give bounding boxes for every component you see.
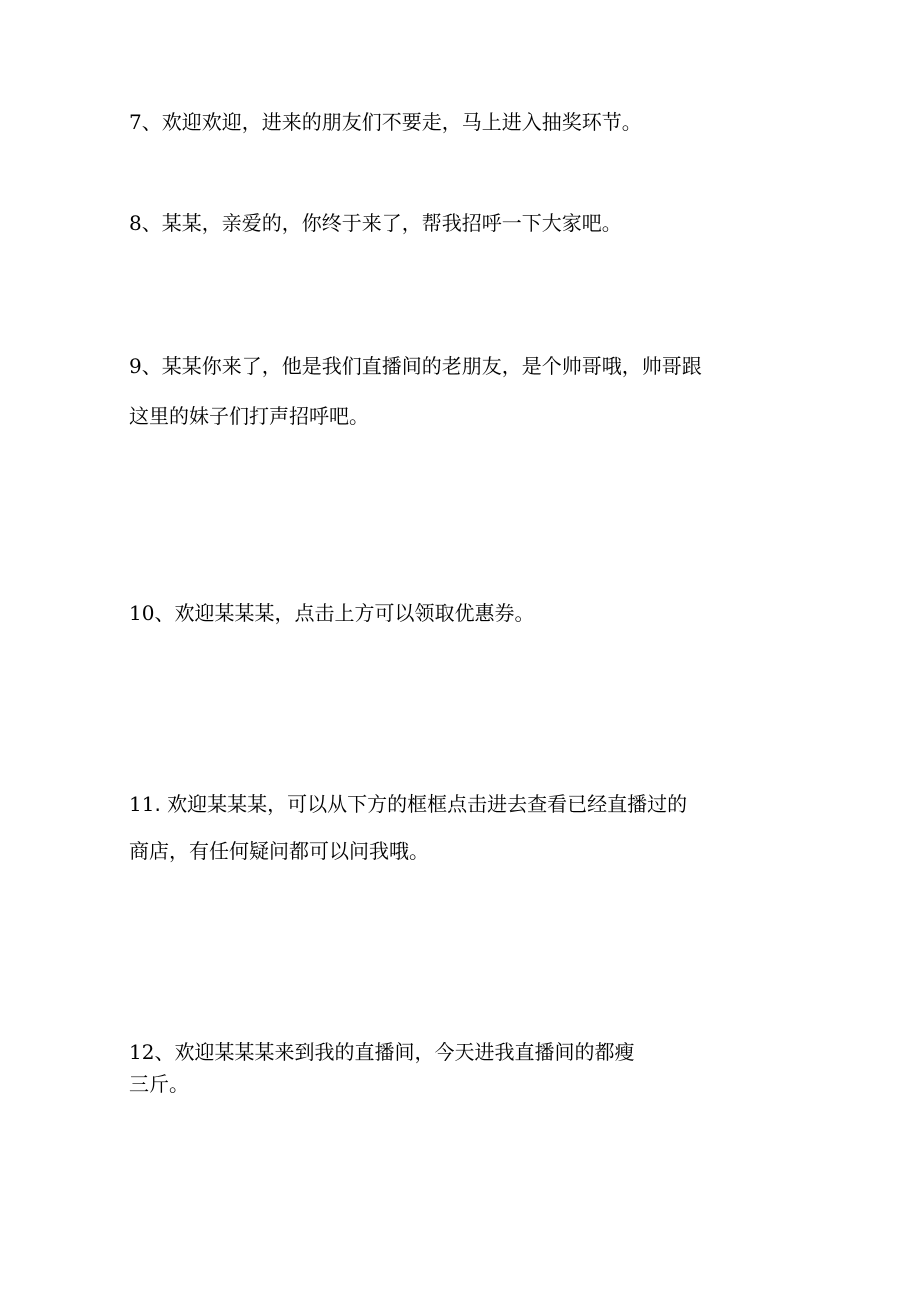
item-11-number: 11 (129, 792, 155, 816)
item-8-text: 某某，亲爱的，你终于来了，帮我招呼一下大家吧。 (161, 211, 622, 235)
item-7-number: 7 (129, 110, 142, 134)
item-10 (129, 603, 534, 623)
item-11-line-1 (129, 794, 687, 814)
item-12-text-2: 三斤。 (129, 1072, 189, 1096)
item-8-line-1 (129, 213, 622, 233)
item-9-number: 9 (129, 354, 142, 378)
item-12-text-1: 欢迎某某某来到我的直播间，今天进我直播间的都瘦 (174, 1040, 635, 1064)
item-10-number: 10 (129, 601, 155, 625)
item-7 (129, 112, 642, 132)
item-10-line-1 (129, 603, 534, 623)
item-8-number: 8 (129, 211, 142, 235)
item-11-text-1: 欢迎某某某，可以从下方的框框点击进去查看已经直播过的 (167, 792, 688, 816)
item-9-line-1 (129, 356, 702, 376)
item-7-text: 欢迎欢迎，进来的朋友们不要走，马上进入抽奖环节。 (161, 110, 642, 134)
item-9-separator: 、 (141, 354, 162, 378)
item-12-separator: 、 (154, 1040, 175, 1064)
item-11-separator: . (154, 792, 168, 816)
item-9-line-2 (129, 406, 702, 426)
item-12-line-1 (129, 1042, 634, 1062)
item-7-separator: 、 (141, 110, 162, 134)
item-11 (129, 794, 687, 861)
item-8-separator: 、 (141, 211, 162, 235)
item-11-line-2 (129, 841, 687, 861)
item-12-line-2 (129, 1074, 634, 1094)
item-12 (129, 1042, 634, 1094)
item-9-text-1: 某某你来了，他是我们直播间的老朋友，是个帅哥哦，帅哥跟 (161, 354, 702, 378)
item-10-text: 欢迎某某某，点击上方可以领取优惠券。 (174, 601, 535, 625)
item-9-text-2: 这里的妹子们打声招呼吧。 (129, 404, 369, 428)
item-8 (129, 213, 622, 233)
item-11-text-2: 商店，有任何疑问都可以问我哦。 (129, 839, 429, 863)
item-10-separator: 、 (154, 601, 175, 625)
item-9 (129, 356, 702, 426)
item-12-number: 12 (129, 1040, 155, 1064)
item-7-line-1 (129, 112, 642, 132)
